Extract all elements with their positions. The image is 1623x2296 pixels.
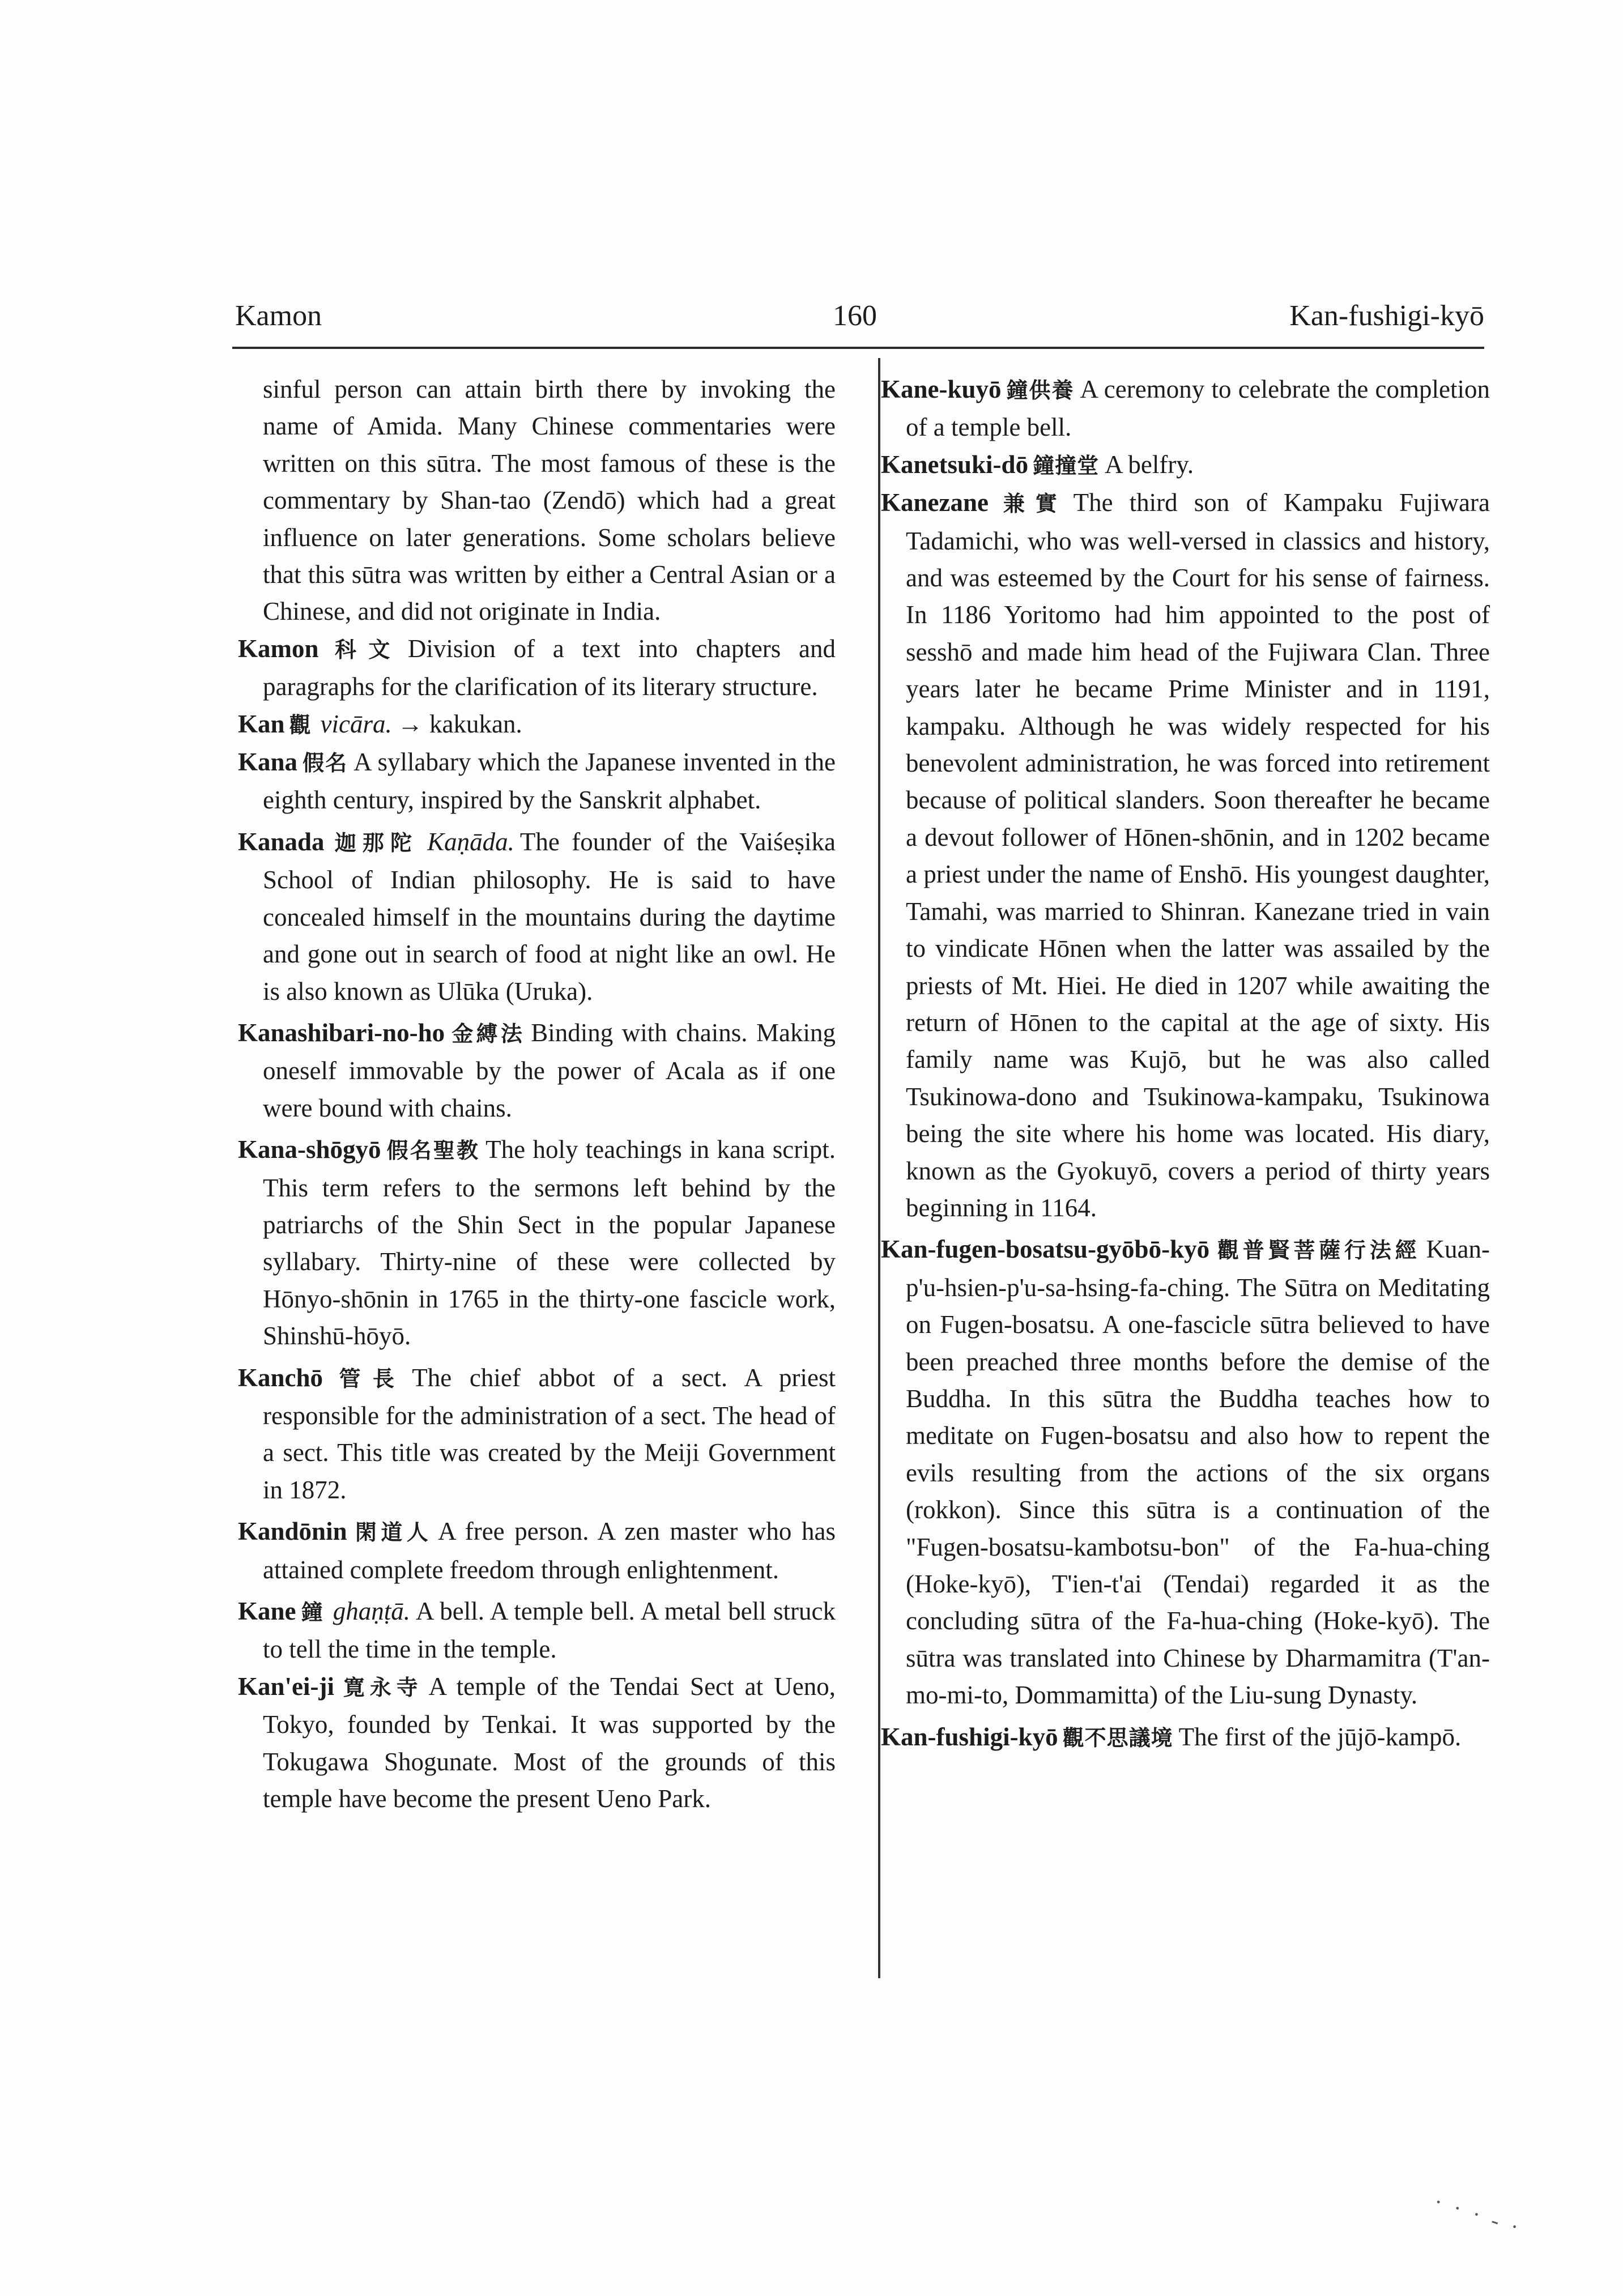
entry-kancho bbox=[238, 1360, 836, 1509]
entry-kanji: 觀普賢菩薩行法經 bbox=[1214, 1238, 1421, 1263]
entry-text: The holy teachings in kana script. This term refers to the sermons left behind by the patriarchs of the Shin Sect in the popular Japanese syllabary. Thirty-nine of these were collected by Hōnyo-shōnin in 1765 in the thirty-one fascicle work, Shinshū-hōyō. bbox=[263, 1135, 836, 1351]
entry-kanji: 管長 bbox=[327, 1366, 407, 1391]
header-rule bbox=[232, 347, 1484, 349]
entry-continuation bbox=[238, 371, 836, 631]
entry-sanskrit: Kaṇāda. bbox=[427, 827, 514, 856]
entry-kanji: 金縛法 bbox=[449, 1021, 526, 1046]
entry-kanashibari-no-ho bbox=[238, 1015, 836, 1127]
entry-text: A syllabary which the Japanese invented in the eighth century, inspired by the Sanskrit alphabet. bbox=[263, 748, 836, 815]
entry-kanezane bbox=[881, 484, 1490, 1226]
entry-kane-kuyo bbox=[881, 371, 1490, 446]
entry-kanji: 迦那陀 bbox=[329, 830, 419, 855]
entry-kanji: 鐘撞堂 bbox=[1033, 453, 1100, 478]
entry-kanji: 鐘供養 bbox=[1006, 378, 1075, 403]
entry-kanji: 鐘 bbox=[300, 1600, 324, 1625]
entry-kanji: 觀 bbox=[289, 712, 312, 738]
entry-headword: Kanashibari-no-ho bbox=[238, 1018, 445, 1047]
entry-kanji: 兼實 bbox=[992, 491, 1068, 517]
entry-kana bbox=[238, 744, 836, 819]
entry-kanji: 假名 bbox=[302, 751, 348, 776]
entry-text: A free person. A zen master who has attained complete freedom through enlightenment. bbox=[263, 1517, 836, 1584]
entry-kamon bbox=[238, 631, 836, 706]
running-head-left: Kamon bbox=[235, 300, 322, 332]
entry-headword: Kanetsuki-dō bbox=[881, 450, 1029, 479]
entry-kanji: 科文 bbox=[323, 637, 402, 662]
entry-kanada bbox=[238, 824, 836, 1010]
entry-headword: Kane bbox=[238, 1597, 296, 1625]
entry-text: sinful person can attain birth there by invoking the name of Amida. Many Chinese commentaries were written on this sūtra. The most famous of these is the commentary by Shan-tao (Zendō) which had a great influence on later generations. Some scholars believe that this sūtra was written by either a Central Asian or a Chinese, and did not originate in India. bbox=[263, 375, 836, 626]
entry-text: The third son of Kampaku Fujiwara Tadamichi, who was well-versed in classics and history, and was esteemed by the Court for his sense of fairness. In 1186 Yoritomo had him appointed to the post of sesshō and made him head of the Fujiwara Clan. Three years later he became Prime Minister and in 1191, kampaku. Although he was widely respected for his benevolent administration, he was forced into retirement because of political slanders. Soon thereafter he became a devout follower of Hōnen-shōnin, and in 1202 became a priest under the name of Enshō. His youngest daughter, Tamahi, was married to Shinran. Kanezane tried in vain to vindicate Hōnen when the latter was assailed by the priests of Mt. Hiei. He died in 1207 while awaiting the return of Hōnen to the capital at the age of sixty. His family name was Kujō, but he was also called Tsukinowa-dono and Tsukinowa-kampaku, Tsukinowa being the site where his home was located. His diary, known as the Gyokuyō, covers a period of thirty years beginning in 1164. bbox=[906, 488, 1490, 1222]
running-head-right: Kan-fushigi-kyō bbox=[1289, 300, 1484, 332]
entry-sanskrit: vicāra. bbox=[320, 709, 392, 738]
entry-sanskrit: ghaṇṭā. bbox=[333, 1597, 410, 1625]
entry-kanji: 假名聖教 bbox=[385, 1138, 480, 1164]
entry-kanetsuki-do bbox=[881, 446, 1490, 484]
entry-text: Kuan-p'u-hsien-p'u-sa-hsing-fa-ching. The Sūtra on Meditating on Fugen-bosatsu. A one-fascicle sūtra believed to have been preached three months before the demise of the Buddha. In this sūtra the Buddha teaches how to meditate on Fugen-bosatsu and also how to repent the evils resulting from the actions of the six organs (rokkon). Since this sūtra is a continuation of the "Fugen-bosatsu-kambotsu-bon" of the Fa-hua-ching (Hoke-kyō), T'ien-t'ai (Tendai) regarded it as the concluding sūtra of the Fa-hua-ching (Hoke-kyō). The sūtra was translated into Chinese by Dharmamitra (T'an-mo-mi-to, Dommamitta) of the Liu-sung Dynasty. bbox=[906, 1235, 1490, 1710]
entry-text: Binding with chains. Making oneself immovable by the power of Acala as if one were bound with chains. bbox=[263, 1018, 836, 1122]
entry-headword: Kamon bbox=[238, 634, 319, 663]
entry-kan-fushigi-kyo bbox=[881, 1719, 1490, 1757]
entry-kanji: 觀不思議境 bbox=[1062, 1725, 1173, 1750]
entry-text: A temple of the Tendai Sect at Ueno, Tokyo, founded by Tenkai. It was supported by the Tokugawa Shogunate. Most of the grounds of this temple have become the present Ueno Park. bbox=[263, 1672, 836, 1813]
entry-headword: Kan bbox=[238, 709, 285, 738]
page-number: 160 bbox=[833, 300, 877, 332]
entry-headword: Kan-fushigi-kyō bbox=[881, 1722, 1058, 1751]
entry-headword: Kane-kuyō bbox=[881, 375, 1002, 403]
entry-headword: Kana-shōgyō bbox=[238, 1135, 381, 1164]
left-column bbox=[238, 371, 836, 1817]
entry-headword: Kan-fugen-bosatsu-gyōbō-kyō bbox=[881, 1235, 1210, 1264]
entry-text: A belfry. bbox=[1105, 450, 1194, 479]
entry-text: A bell. A temple bell. A metal bell struck to tell the time in the temple. bbox=[263, 1597, 836, 1664]
entry-headword: Kana bbox=[238, 748, 298, 777]
entry-kanji: 閑道人 bbox=[351, 1520, 433, 1545]
entry-text: The first of the jūjō-kampō. bbox=[1178, 1722, 1462, 1751]
entry-text: → kakukan. bbox=[397, 709, 522, 738]
entry-kandonin bbox=[238, 1513, 836, 1588]
entry-headword: Kanada bbox=[238, 827, 325, 856]
right-column bbox=[881, 371, 1490, 1757]
entry-headword: Kandōnin bbox=[238, 1517, 347, 1546]
entry-text: Division of a text into chapters and paragraphs for the clarification of its literary structure. bbox=[263, 634, 836, 701]
scan-artifact-mark: · · · - · bbox=[1431, 2188, 1526, 2241]
entry-headword: Kanchō bbox=[238, 1363, 323, 1392]
entry-text: The chief abbot of a sect. A priest responsible for the administration of a sect. The head of a sect. This title was created by the Meiji Government in 1872. bbox=[263, 1363, 836, 1504]
entry-kan-fugen-bosatsu-gyobo-kyo bbox=[881, 1231, 1490, 1714]
entry-kane bbox=[238, 1593, 836, 1668]
entry-kana-shogyo bbox=[238, 1131, 836, 1354]
entry-text: A ceremony to celebrate the completion of a temple bell. bbox=[906, 375, 1490, 442]
entry-headword: Kanezane bbox=[881, 488, 989, 517]
column-divider bbox=[878, 358, 880, 1978]
entry-kanei-ji bbox=[238, 1668, 836, 1818]
entry-kanji: 寛永寺 bbox=[338, 1675, 423, 1700]
entry-text: The founder of the Vaiśeṣika School of Indian philosophy. He is said to have concealed himself in the mountains during the daytime and gone out in search of food at night like an owl. He is also known as Ulūka (Uruka). bbox=[263, 827, 836, 1006]
entry-kan bbox=[238, 706, 836, 744]
entry-headword: Kan'ei-ji bbox=[238, 1672, 334, 1701]
